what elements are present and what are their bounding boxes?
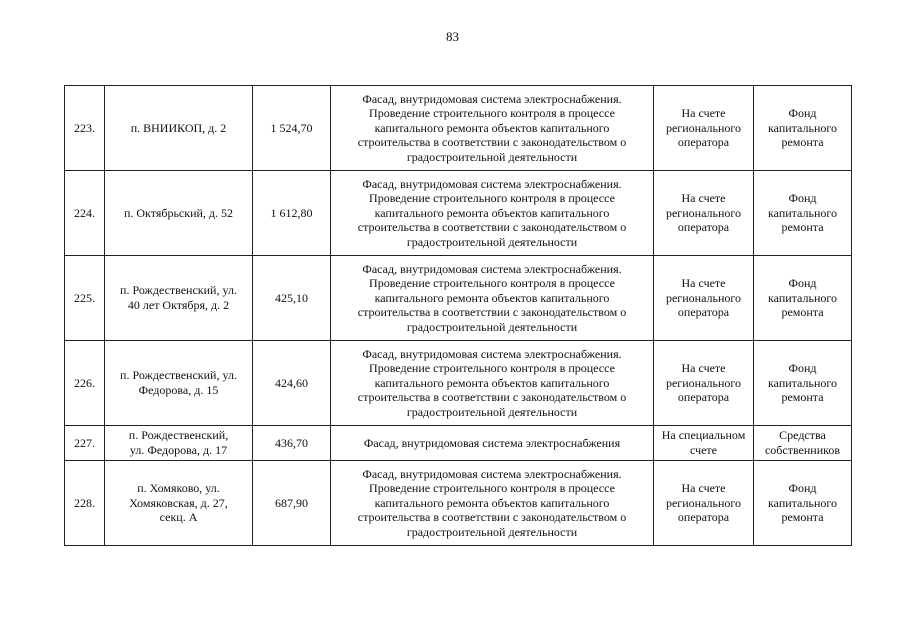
row-area: 424,60 (253, 341, 331, 426)
row-works: Фасад, внутридомовая система электроснабжения. Проведение строительного контроля в процессе капитального ремонта объектов капитального строительства в соответствии с законодательством о градостроительной деятельности (331, 461, 654, 546)
row-address: п. Рождественский, ул. Федорова, д. 17 (105, 426, 253, 461)
row-account: На счете регионального оператора (654, 171, 754, 256)
row-address: п. Рождественский, ул. Федорова, д. 15 (105, 341, 253, 426)
row-account: На счете регионального оператора (654, 256, 754, 341)
row-account: На счете регионального оператора (654, 461, 754, 546)
page-number: 83 (446, 29, 459, 44)
row-source: Фонд капитального ремонта (754, 341, 852, 426)
row-account: На специальном счете (654, 426, 754, 461)
table-row (65, 171, 852, 256)
table-row (65, 341, 852, 426)
row-number: 228. (65, 461, 105, 546)
table-row (65, 256, 852, 341)
row-source: Фонд капитального ремонта (754, 171, 852, 256)
row-number: 224. (65, 171, 105, 256)
row-works: Фасад, внутридомовая система электроснабжения. Проведение строительного контроля в процессе капитального ремонта объектов капитального строительства в соответствии с законодательством о градостроительной деятельности (331, 341, 654, 426)
row-works: Фасад, внутридомовая система электроснабжения (331, 426, 654, 461)
row-number: 225. (65, 256, 105, 341)
row-address: п. ВНИИКОП, д. 2 (105, 86, 253, 171)
table-row (65, 461, 852, 546)
row-works: Фасад, внутридомовая система электроснабжения. Проведение строительного контроля в процессе капитального ремонта объектов капитального строительства в соответствии с законодательством о градостроительной деятельности (331, 86, 654, 171)
table-row (65, 426, 852, 461)
row-account: На счете регионального оператора (654, 341, 754, 426)
row-number: 227. (65, 426, 105, 461)
row-area: 687,90 (253, 461, 331, 546)
row-number: 223. (65, 86, 105, 171)
row-source: Средства собственников (754, 426, 852, 461)
row-address: п. Рождественский, ул. 40 лет Октября, д. 2 (105, 256, 253, 341)
table-row (65, 86, 852, 171)
row-source: Фонд капитального ремонта (754, 461, 852, 546)
row-account: На счете регионального оператора (654, 86, 754, 171)
capital-repair-table (64, 85, 852, 546)
row-area: 1 524,70 (253, 86, 331, 171)
row-works: Фасад, внутридомовая система электроснабжения. Проведение строительного контроля в процессе капитального ремонта объектов капитального строительства в соответствии с законодательством о градостроительной деятельности (331, 171, 654, 256)
row-works: Фасад, внутридомовая система электроснабжения. Проведение строительного контроля в процессе капитального ремонта объектов капитального строительства в соответствии с законодательством о градостроительной деятельности (331, 256, 654, 341)
row-area: 1 612,80 (253, 171, 331, 256)
row-address: п. Хомяково, ул. Хомяковская, д. 27, секц. А (105, 461, 253, 546)
row-source: Фонд капитального ремонта (754, 86, 852, 171)
row-address: п. Октябрьский, д. 52 (105, 171, 253, 256)
row-area: 425,10 (253, 256, 331, 341)
row-area: 436,70 (253, 426, 331, 461)
row-source: Фонд капитального ремонта (754, 256, 852, 341)
row-number: 226. (65, 341, 105, 426)
